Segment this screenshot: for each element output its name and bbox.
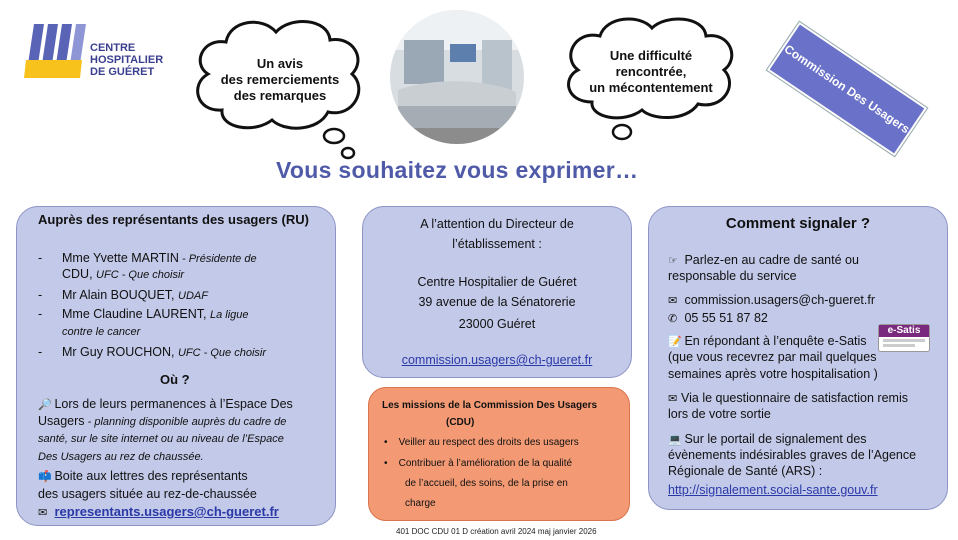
director-line-1: A l’attention du Directeur de [420, 217, 574, 231]
questionnaire-line-1 [668, 390, 908, 407]
rep-3 [62, 306, 249, 323]
mailbox-line-1 [38, 468, 248, 485]
director-address-3: 23000 Guéret [458, 317, 536, 331]
cloud-left-line-1: Un avis [256, 56, 304, 71]
esatis-logo [878, 324, 930, 352]
permanence-line-3: santé, sur le site internet ou au niveau de l’Espace [38, 433, 284, 445]
magnifier-icon: 🔎 [38, 399, 52, 411]
director-address-1: Centre Hospitalier de Guéret [417, 275, 577, 289]
cloud-right-line-1: Une difficulté [609, 48, 693, 63]
rep-1-name: Mme Yvette MARTIN [62, 251, 179, 265]
permanence-text-1: Lors de leurs permanences à l’Espace Des [51, 397, 293, 411]
missions-title-1: Les missions de la Commission Des Usagers [382, 400, 598, 411]
rep-1 [62, 250, 257, 267]
reception-photo [390, 10, 524, 144]
permanence-text-2a: Usagers [38, 414, 85, 428]
mailbox-line-2: des usagers située au rez-de-chaussée [38, 487, 257, 501]
rep-4-name: Mr Guy ROUCHON, [62, 345, 175, 359]
logo-line-1: CENTRE [90, 42, 136, 54]
pointing-hand-icon: ☞ [668, 255, 678, 267]
cloud-left-text [200, 56, 360, 104]
rep-1-org: UFC - Que choisir [96, 269, 185, 281]
mail-icon: ✉ [668, 393, 678, 405]
phone-icon: ✆ [668, 313, 678, 325]
cloud-right-line-2: rencontrée, [615, 64, 687, 79]
how-to-report-title: Comment signaler ? [725, 215, 871, 232]
logo-line-2: HOSPITALIER [90, 54, 164, 66]
speak-line-2: responsable du service [668, 269, 797, 283]
cloud-right-text [576, 48, 726, 96]
rep-1-role: - Présidente de [178, 253, 257, 265]
mission-item-1-text: Veiller au respect des droits des usagers [398, 437, 579, 448]
permanence-line-2 [38, 413, 286, 430]
rep-3-bullet: - [38, 307, 43, 321]
rep-2-bullet: - [38, 288, 43, 302]
cloud-right-line-3: un mécontentement [589, 80, 713, 95]
bullet-icon: • [384, 437, 388, 448]
envelope-icon: ✉ [668, 295, 678, 307]
permanence-line-4: Des Usagers au rez de chaussée. [38, 451, 204, 463]
rep-2-role: UDAF [178, 290, 208, 302]
survey-line-3: semaines après votre hospitalisation ) [668, 367, 878, 381]
speak-line-1 [668, 252, 859, 269]
logo-line-3: DE GUÉRET [90, 66, 155, 78]
cloud-left-line-2: des remerciements [220, 72, 340, 87]
hospital-logo-text [90, 42, 163, 78]
representatives-title: Auprès des représentants des usagers (RU) [38, 212, 309, 227]
esatis-tagline-bar [883, 339, 925, 342]
mission-item-2 [384, 456, 572, 472]
commission-badge-label: Commission Des Usagers [781, 41, 913, 137]
questionnaire-line-2: lors de votre sortie [668, 407, 771, 421]
permanence-line-1 [38, 396, 293, 413]
rep-1-line2 [62, 266, 184, 283]
speak-text-1: Parlez-en au cadre de santé ou [681, 253, 859, 267]
missions-title-2: (CDU) [446, 417, 475, 428]
portal-link-row [668, 482, 878, 498]
report-phone-row [668, 310, 768, 327]
mission-item-1 [384, 435, 579, 451]
rep-3-line2: contre le cancer [62, 326, 141, 338]
portal-line-2: évènements indésirables graves de l’Agence [668, 448, 917, 462]
permanence-text-2b: - planning disponible auprès du cadre de [84, 416, 287, 428]
mission-item-2-line-c: charge [405, 498, 436, 509]
survey-line-2: (que vous recevrez par mail quelques [668, 350, 877, 364]
rep-3-role: La ligue [209, 309, 249, 321]
where-title: Où ? [160, 372, 190, 387]
director-line-2: l’établissement : [452, 237, 542, 251]
hospital-logo-icon [24, 24, 86, 78]
esatis-label: e-Satis [879, 325, 929, 337]
director-email-row [362, 352, 632, 368]
laptop-icon: 💻 [668, 434, 682, 446]
cloud-left-line-3: des remarques [233, 88, 327, 103]
memo-icon: 📝 [668, 336, 682, 348]
portal-line-3: Régionale de Santé (ARS) : [668, 464, 823, 478]
mailbox-icon: 📫 [38, 471, 52, 483]
portal-line-1 [668, 431, 867, 448]
portal-text-1: Sur le portail de signalement des [681, 432, 867, 446]
rep-4-role: UFC - Que choisir [177, 347, 267, 359]
report-email-text: commission.usagers@ch-gueret.fr [681, 293, 876, 307]
rep-3-name: Mme Claudine LAURENT, [62, 307, 207, 321]
page-headline: Vous souhaitez vous exprimer… [276, 157, 639, 183]
mailbox-text-1: Boite aux lettres des représentants [51, 469, 248, 483]
rep-1-line2-text: CDU, [62, 267, 93, 281]
rep-4-bullet: - [38, 345, 43, 359]
director-email-link[interactable]: commission.usagers@ch-gueret.fr [401, 353, 593, 367]
representatives-email-row [38, 504, 279, 521]
rep-2 [62, 287, 208, 304]
rep-2-name: Mr Alain BOUQUET, [62, 288, 175, 302]
esatis-tagline-bar-2 [883, 344, 915, 347]
portal-link[interactable]: http://signalement.social-sante.gouv.fr [668, 483, 878, 497]
rep-1-bullet: - [38, 251, 43, 265]
report-email-row [668, 292, 875, 309]
bullet-icon: • [384, 458, 388, 469]
director-address-2: 39 avenue de la Sénatorerie [418, 295, 576, 309]
report-phone-text: 05 55 51 87 82 [681, 311, 768, 325]
mission-item-2-line-b: de l’accueil, des soins, de la prise en [405, 478, 568, 489]
survey-line-1 [668, 333, 867, 350]
survey-text-1: En répondant à l’enquête e-Satis [681, 334, 867, 348]
commission-badge [767, 22, 927, 156]
envelope-icon: ✉ [38, 507, 48, 519]
mission-item-2-text-a: Contribuer à l’amélioration de la qualité [398, 458, 573, 469]
rep-4 [62, 344, 266, 361]
questionnaire-text-1: Via le questionnaire de satisfaction remis [681, 391, 908, 405]
document-footer: 401 DOC CDU 01 D création avril 2024 maj janvier 2026 [396, 527, 597, 536]
representatives-email-link[interactable]: representants.usagers@ch-gueret.fr [54, 504, 279, 519]
